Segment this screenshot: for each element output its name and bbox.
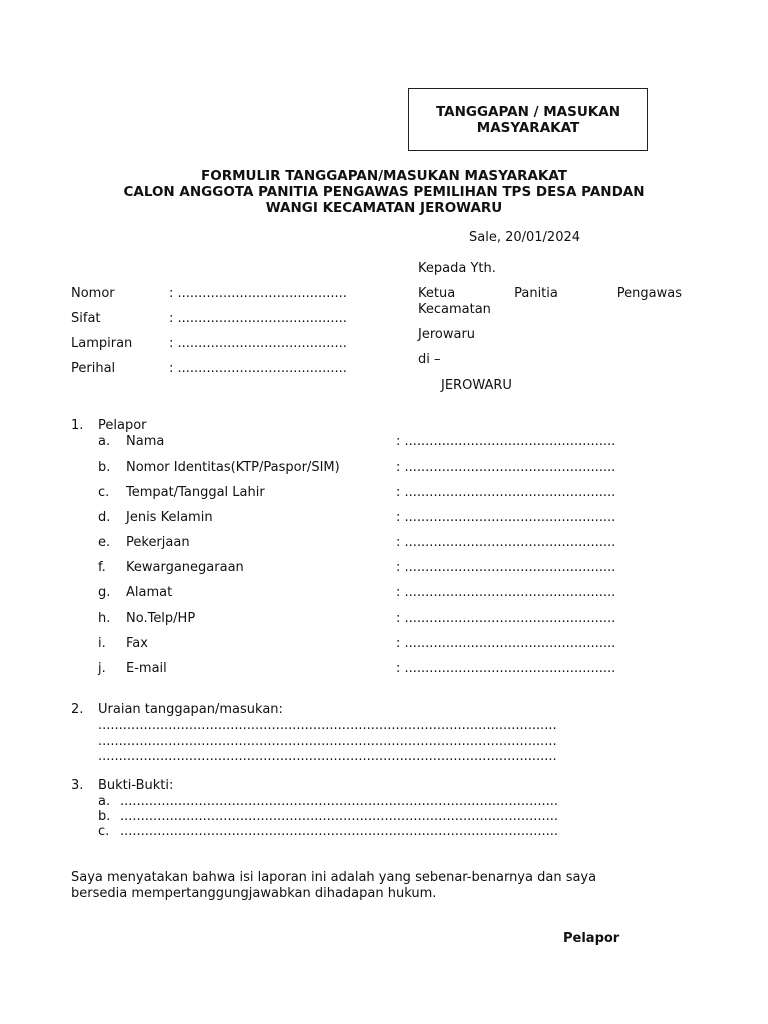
section2-title: Uraian tanggapan/masukan: bbox=[98, 702, 283, 717]
pelapor-letter-j: j. bbox=[98, 661, 106, 676]
recipient-greeting: Kepada Yth. bbox=[418, 261, 496, 276]
field-label-sifat: Sifat bbox=[71, 311, 101, 326]
recipient-line5: JEROWARU bbox=[441, 378, 512, 393]
form-title bbox=[0, 168, 768, 216]
pelapor-label-fax: Fax bbox=[126, 636, 148, 651]
statement-line2: bersedia mempertanggungjawabkan dihadapan hukum. bbox=[71, 886, 437, 901]
recipient-line2: Kecamatan bbox=[418, 302, 491, 317]
form-title-line3: WANGI KECAMATAN JEROWARU bbox=[265, 200, 503, 216]
section1-number: 1. bbox=[71, 418, 84, 433]
section1-title: Pelapor bbox=[98, 418, 147, 433]
pelapor-label-identitas: Nomor Identitas(KTP/Paspor/SIM) bbox=[126, 460, 340, 475]
form-title-line1: FORMULIR TANGGAPAN/MASUKAN MASYARAKAT bbox=[201, 168, 567, 184]
pelapor-value-telp[interactable]: : ................................................... bbox=[396, 611, 616, 626]
field-value-sifat[interactable]: : ......................................... bbox=[169, 311, 347, 326]
recipient-word-pengawas: Pengawas bbox=[616, 286, 682, 301]
pelapor-letter-d: d. bbox=[98, 510, 111, 525]
pelapor-letter-f: f. bbox=[98, 560, 106, 575]
field-value-nomor[interactable]: : ......................................... bbox=[169, 286, 347, 301]
pelapor-value-kelamin[interactable]: : ................................................... bbox=[396, 510, 616, 525]
recipient-word-ketua: Ketua bbox=[418, 286, 456, 301]
pelapor-letter-h: h. bbox=[98, 611, 111, 626]
recipient-word-panitia: Panitia bbox=[514, 286, 558, 301]
pelapor-label-email: E-mail bbox=[126, 661, 167, 676]
pelapor-value-alamat[interactable]: : ................................................... bbox=[396, 585, 616, 600]
recipient-line3: Jerowaru bbox=[418, 327, 476, 342]
pelapor-value-pekerjaan[interactable]: : ................................................... bbox=[396, 535, 616, 550]
pelapor-value-nama[interactable]: : ................................................... bbox=[396, 434, 616, 449]
field-label-perihal: Perihal bbox=[71, 361, 116, 376]
pelapor-letter-g: g. bbox=[98, 585, 111, 600]
bukti-letter-a: a. bbox=[98, 794, 111, 809]
uraian-line-3[interactable]: ............................................................................................................... bbox=[98, 749, 557, 764]
bukti-value-b[interactable]: .......................................................................................................... bbox=[120, 809, 559, 824]
pelapor-label-kewarganegaraan: Kewarganegaraan bbox=[126, 560, 244, 575]
pelapor-letter-i: i. bbox=[98, 636, 106, 651]
form-title-line2: CALON ANGGOTA PANITIA PENGAWAS PEMILIHAN TPS DESA PANDAN bbox=[123, 184, 645, 200]
field-value-lampiran[interactable]: : ......................................... bbox=[169, 336, 347, 351]
pelapor-value-email[interactable]: : ................................................... bbox=[396, 661, 616, 676]
date-text: Sale, 20/01/2024 bbox=[469, 230, 581, 245]
pelapor-label-telp: No.Telp/HP bbox=[126, 611, 196, 626]
section3-number: 3. bbox=[71, 778, 84, 793]
field-label-nomor: Nomor bbox=[71, 286, 115, 301]
uraian-line-2[interactable]: ............................................................................................................... bbox=[98, 734, 557, 749]
recipient-line1 bbox=[418, 286, 682, 301]
bukti-value-c[interactable]: .......................................................................................................... bbox=[120, 824, 559, 839]
pelapor-letter-a: a. bbox=[98, 434, 111, 449]
pelapor-value-kewarganegaraan[interactable]: : ................................................... bbox=[396, 560, 616, 575]
pelapor-value-fax[interactable]: : ................................................... bbox=[396, 636, 616, 651]
signature-label: Pelapor bbox=[563, 931, 620, 946]
header-box bbox=[408, 88, 648, 151]
pelapor-letter-e: e. bbox=[98, 535, 111, 550]
statement-line1: Saya menyatakan bahwa isi laporan ini adalah yang sebenar-benarnya dan saya bbox=[71, 870, 597, 885]
pelapor-label-alamat: Alamat bbox=[126, 585, 173, 600]
recipient-line4: di – bbox=[418, 352, 441, 367]
field-label-lampiran: Lampiran bbox=[71, 336, 133, 351]
pelapor-value-identitas[interactable]: : ................................................... bbox=[396, 460, 616, 475]
bukti-letter-c: c. bbox=[98, 824, 110, 839]
uraian-line-1[interactable]: ............................................................................................................... bbox=[98, 718, 557, 733]
pelapor-letter-c: c. bbox=[98, 485, 110, 500]
section3-title: Bukti-Bukti: bbox=[98, 778, 174, 793]
header-box-line1: TANGGAPAN / MASUKAN bbox=[435, 103, 621, 120]
bukti-letter-b: b. bbox=[98, 809, 111, 824]
bukti-value-a[interactable]: .......................................................................................................... bbox=[120, 794, 559, 809]
header-box-line2: MASYARAKAT bbox=[476, 119, 580, 136]
pelapor-label-nama: Nama bbox=[126, 434, 165, 449]
section2-number: 2. bbox=[71, 702, 84, 717]
pelapor-label-kelamin: Jenis Kelamin bbox=[126, 510, 213, 525]
field-value-perihal[interactable]: : ......................................... bbox=[169, 361, 347, 376]
pelapor-label-pekerjaan: Pekerjaan bbox=[126, 535, 190, 550]
pelapor-letter-b: b. bbox=[98, 460, 111, 475]
pelapor-value-ttl[interactable]: : ................................................... bbox=[396, 485, 616, 500]
pelapor-label-ttl: Tempat/Tanggal Lahir bbox=[126, 485, 265, 500]
